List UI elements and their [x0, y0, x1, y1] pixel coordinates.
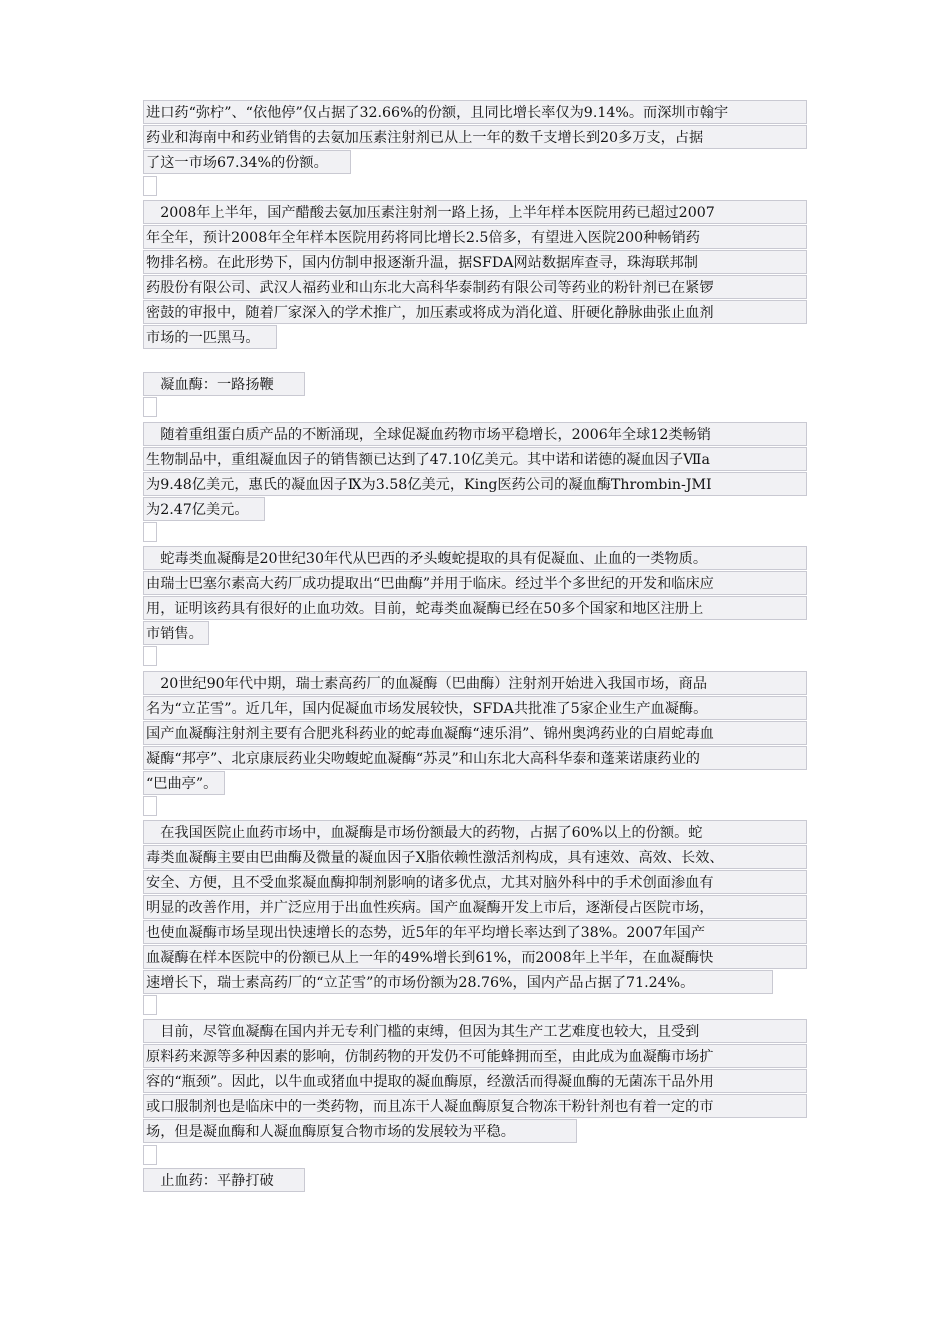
text-line: 由瑞士巴塞尔素高大药厂成功提取出“巴曲酶”并用于临床。经过半个多世纪的开发和临床应 — [143, 571, 807, 595]
text-line: 也使血凝酶市场呈现出快速增长的态势，近5年的年平均增长率达到了38%。2007年国产 — [143, 920, 807, 944]
text-line: 国产血凝酶注射剂主要有合肥兆科药业的蛇毒血凝酶“速乐涓”、锦州奥鸿药业的白眉蛇毒血 — [143, 721, 807, 745]
text-line: 容的“瓶颈”。因此，以牛血或猪血中提取的凝血酶原，经激活而得凝血酶的无菌冻干品外用 — [143, 1069, 807, 1093]
text-line: 在我国医院止血药市场中，血凝酶是市场份额最大的药物，占据了60%以上的份额。蛇 — [143, 820, 807, 844]
text-line: 速增长下，瑞士素高药厂的“立芷雪”的市场份额为28.76%，国内产品占据了71.24%。 — [143, 970, 773, 994]
text-line: 目前，尽管血凝酶在国内并无专利门槛的束缚，但因为其生产工艺难度也较大，且受到 — [143, 1019, 807, 1043]
text-line: 安全、方便，且不受血浆凝血酶抑制剂影响的诸多优点，尤其对脑外科中的手术创面渗血有 — [143, 870, 807, 894]
text-line: 凝酶“邦亭”、北京康辰药业尖吻蝮蛇血凝酶“苏灵”和山东北大高科华泰和蓬莱诺康药业的 — [143, 746, 807, 770]
text-line: 为9.48亿美元，惠氏的凝血因子Ⅸ为3.58亿美元，King医药公司的凝血酶Thrombin-JMI — [143, 472, 807, 496]
empty-paragraph-marker — [143, 522, 157, 542]
empty-paragraph-marker — [143, 397, 157, 417]
text-line: 了这一市场67.34%的份额。 — [143, 150, 351, 174]
text-line: 场，但是凝血酶和人凝血酶原复合物市场的发展较为平稳。 — [143, 1119, 577, 1143]
text-line: 年全年，预计2008年全年样本医院用药将同比增长2.5倍多，有望进入医院200种畅销药 — [143, 225, 807, 249]
text-line: 或口服制剂也是临床中的一类药物，而且冻干人凝血酶原复合物冻干粉针剂也有着一定的市 — [143, 1094, 807, 1118]
text-line: 2008年上半年，国产醋酸去氨加压素注射剂一路上扬，上半年样本医院用药已超过2007 — [143, 200, 807, 224]
section-heading: 止血药：平静打破 — [143, 1168, 305, 1192]
text-line: 蛇毒类血凝酶是20世纪30年代从巴西的矛头蝮蛇提取的具有促凝血、止血的一类物质。 — [143, 546, 807, 570]
text-line: 用，证明该药具有很好的止血功效。目前，蛇毒类血凝酶已经在50多个国家和地区注册上 — [143, 596, 807, 620]
text-line: 血凝酶在样本医院中的份额已从上一年的49%增长到61%，而2008年上半年，在血凝酶快 — [143, 945, 807, 969]
empty-paragraph-marker — [143, 176, 157, 196]
empty-paragraph-marker — [143, 646, 157, 666]
text-line: 20世纪90年代中期，瑞士素高药厂的血凝酶（巴曲酶）注射剂开始进入我国市场，商品 — [143, 671, 807, 695]
text-line: 为2.47亿美元。 — [143, 497, 265, 521]
text-line: 市销售。 — [143, 621, 209, 645]
text-line: 明显的改善作用，并广泛应用于出血性疾病。国产血凝酶开发上市后，逐渐侵占医院市场， — [143, 895, 807, 919]
empty-paragraph-marker — [143, 995, 157, 1015]
text-line: 随着重组蛋白质产品的不断涌现，全球促凝血药物市场平稳增长，2006年全球12类畅销 — [143, 422, 807, 446]
text-line: 市场的一匹黑马。 — [143, 325, 277, 349]
text-line: 毒类血凝酶主要由巴曲酶及微量的凝血因子X脂依赖性激活剂构成，具有速效、高效、长效、 — [143, 845, 807, 869]
text-line: 生物制品中，重组凝血因子的销售额已达到了47.10亿美元。其中诺和诺德的凝血因子Ⅶa — [143, 447, 807, 471]
text-line: 原料药来源等多种因素的影响，仿制药物的开发仍不可能蜂拥而至，由此成为血凝酶市场扩 — [143, 1044, 807, 1068]
text-line: 进口药“弥柠”、“依他停”仅占据了32.66%的份额，且同比增长率仅为9.14%。而深圳市翰宇 — [143, 100, 807, 124]
empty-paragraph-marker — [143, 796, 157, 816]
text-line: 名为“立芷雪”。近几年，国内促凝血市场发展较快，SFDA共批准了5家企业生产血凝酶。 — [143, 696, 807, 720]
text-line: 药业和海南中和药业销售的去氨加压素注射剂已从上一年的数千支增长到20多万支，占据 — [143, 125, 807, 149]
text-line: “巴曲亭”。 — [143, 771, 225, 795]
text-line: 药股份有限公司、武汉人福药业和山东北大高科华泰制药有限公司等药业的粉针剂已在紧锣 — [143, 275, 807, 299]
empty-paragraph-marker — [143, 1145, 157, 1165]
text-line: 密鼓的审报中，随着厂家深入的学术推广，加压素或将成为消化道、肝硬化静脉曲张止血剂 — [143, 300, 807, 324]
section-heading: 凝血酶：一路扬鞭 — [143, 372, 305, 396]
text-line: 物排名榜。在此形势下，国内仿制申报逐渐升温，据SFDA网站数据库查寻，珠海联邦制 — [143, 250, 807, 274]
